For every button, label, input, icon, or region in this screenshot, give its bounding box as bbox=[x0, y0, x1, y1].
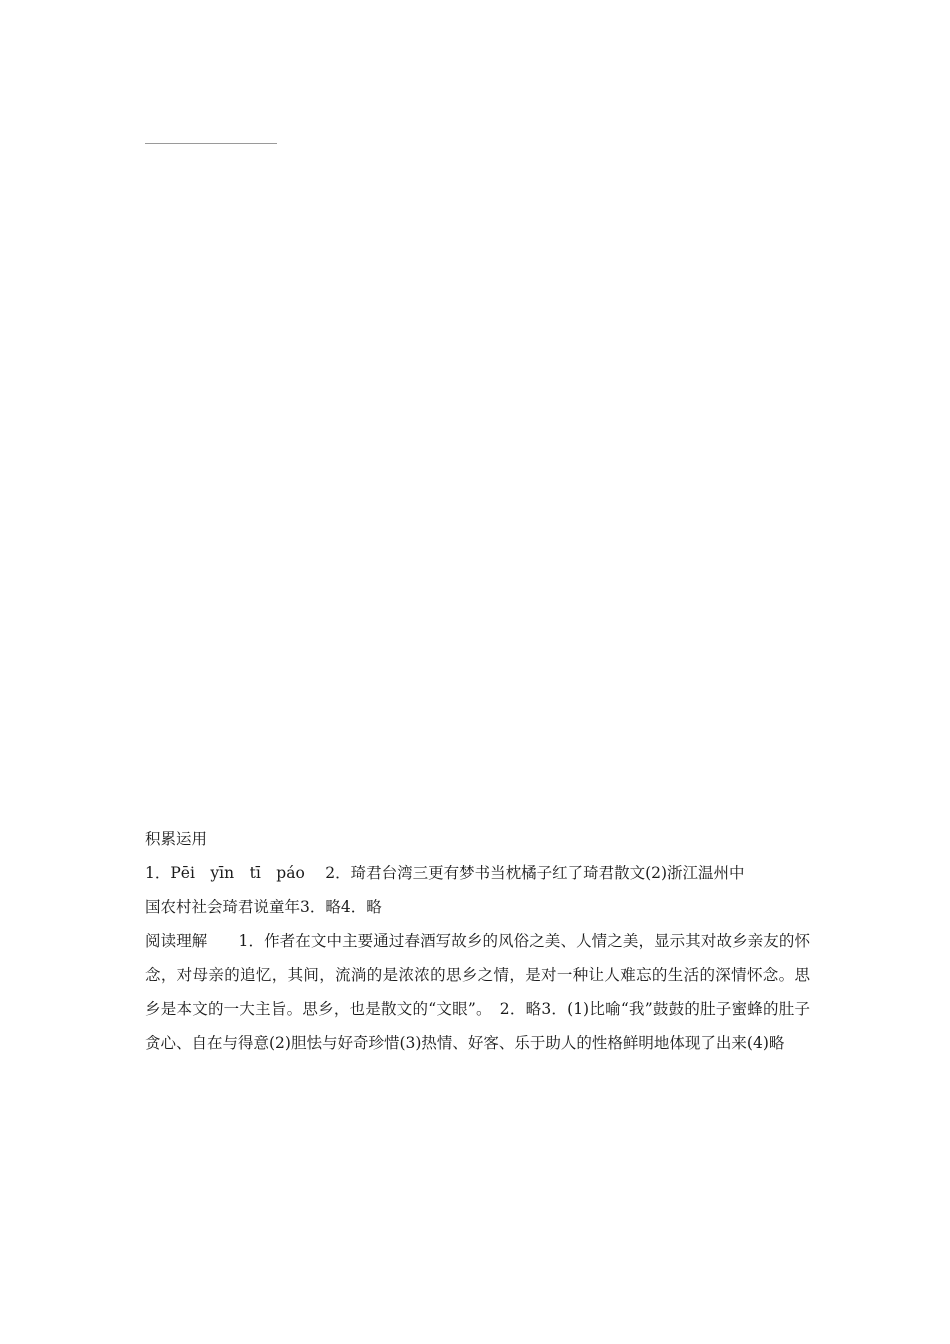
reading-comprehension-text: 1．作者在文中主要通过春酒写故乡的风俗之美、人情之美，显示其对故乡亲友的怀念，对母亲的追忆，其间，流淌的是浓浓的思乡之情，是对一种让人难忘的生活的深情怀念。思乡是本文的一大主旨。思乡，也是散文的“文眼”。 2．略3．(1)比喻“我”鼓鼓的肚子蜜蜂的肚子贪心、自在与得意(2)胆怯与好奇珍惜(3)热情、好客、乐于助人的性格鲜明地体现了出来(4)略 bbox=[145, 932, 810, 1052]
section-title-accumulation: 积累运用 bbox=[145, 830, 208, 848]
reading-comprehension-paragraph bbox=[145, 924, 810, 1060]
section-title-reading: 阅读理解 bbox=[145, 932, 208, 950]
header-rule bbox=[145, 143, 277, 144]
answer-content bbox=[145, 822, 810, 1060]
accumulation-line-1: 1．Pēi yīn tī páo 2．琦君台湾三更有梦书当枕橘子红了琦君散文(2)浙江温州中 bbox=[145, 864, 745, 882]
accumulation-line-2: 国农村社会琦君说童年3．略4．略 bbox=[145, 898, 382, 916]
